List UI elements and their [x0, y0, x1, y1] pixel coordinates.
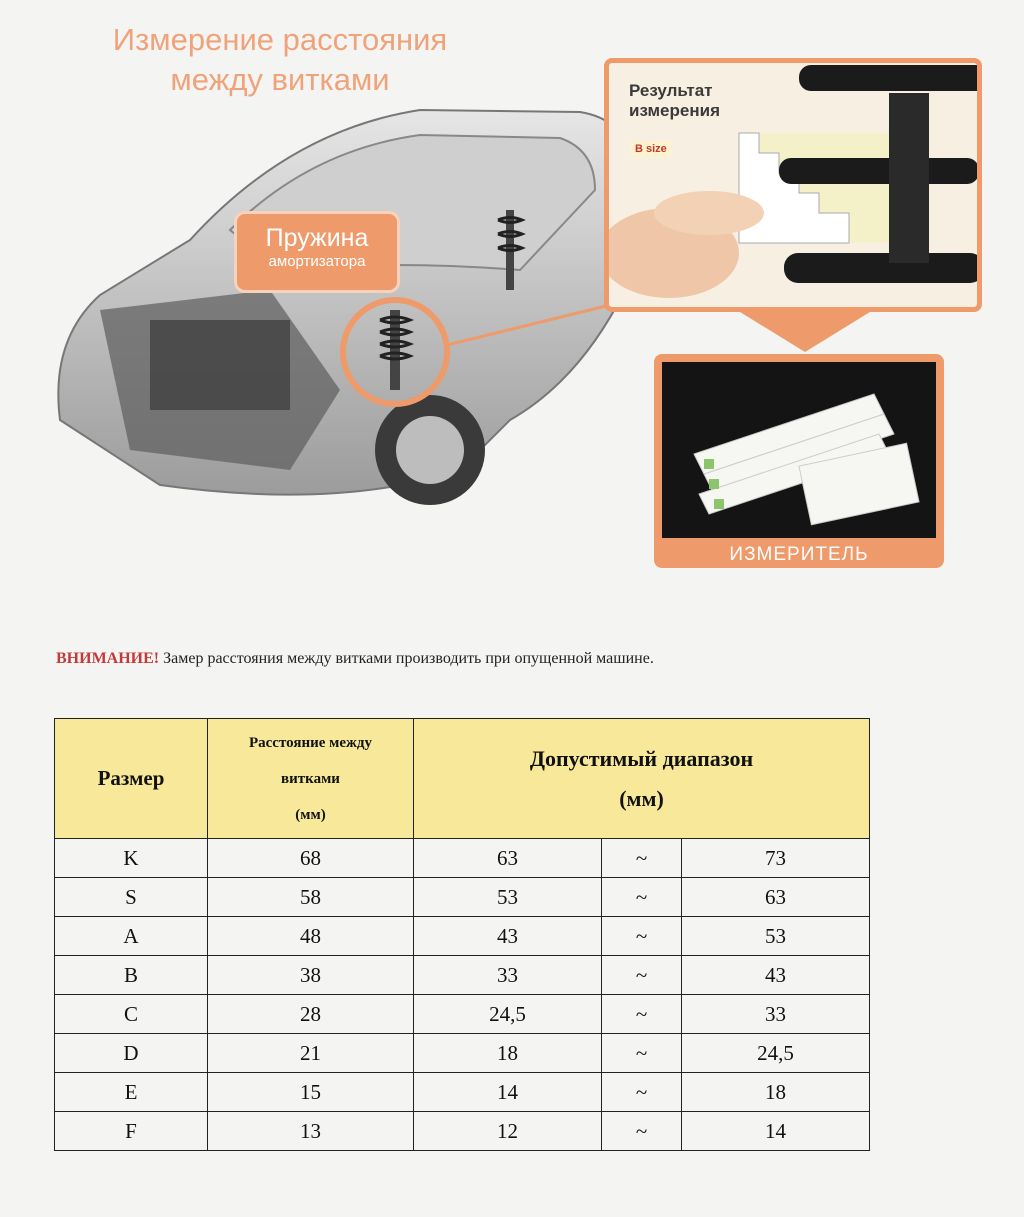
cell-min: 63	[414, 839, 602, 878]
cell-distance: 15	[208, 1073, 414, 1112]
cell-min: 18	[414, 1034, 602, 1073]
cell-max: 14	[682, 1112, 870, 1151]
cell-separator: ~	[602, 878, 682, 917]
page-title	[60, 20, 500, 100]
cell-size: A	[55, 917, 208, 956]
spring-callout-title: Пружина	[265, 224, 369, 252]
header-range-title: Допустимый диапазон	[529, 745, 754, 771]
size-tag: B size	[631, 141, 671, 157]
cell-max: 18	[682, 1073, 870, 1112]
cell-separator: ~	[602, 1034, 682, 1073]
spring-spec-table	[54, 718, 870, 1151]
gauge-graphic	[654, 354, 944, 544]
cell-min: 14	[414, 1073, 602, 1112]
gauge-photo	[654, 354, 944, 568]
cell-distance: 48	[208, 917, 414, 956]
cell-distance: 13	[208, 1112, 414, 1151]
header-distance	[208, 719, 414, 839]
spring-callout-subtitle: амортизатора	[268, 253, 366, 270]
cell-size: S	[55, 878, 208, 917]
warning-note	[56, 650, 654, 668]
cell-separator: ~	[602, 917, 682, 956]
cell-max: 24,5	[682, 1034, 870, 1073]
cell-min: 33	[414, 956, 602, 995]
header-range-unit: (мм)	[619, 785, 664, 811]
cell-max: 53	[682, 917, 870, 956]
header-size: Размер	[55, 719, 208, 839]
cell-separator: ~	[602, 1073, 682, 1112]
header-distance-unit: (мм)	[295, 806, 326, 823]
spring-callout	[237, 214, 397, 290]
cell-min: 12	[414, 1112, 602, 1151]
cell-distance: 21	[208, 1034, 414, 1073]
warning-prefix: ВНИМАНИЕ!	[56, 650, 160, 667]
table-row	[55, 1112, 870, 1151]
table-row	[55, 956, 870, 995]
table-row	[55, 1073, 870, 1112]
cell-distance: 28	[208, 995, 414, 1034]
result-label	[629, 81, 720, 121]
car-illustration	[40, 90, 640, 530]
cell-min: 53	[414, 878, 602, 917]
cell-separator: ~	[602, 995, 682, 1034]
cell-max: 33	[682, 995, 870, 1034]
table-row	[55, 878, 870, 917]
cell-size: F	[55, 1112, 208, 1151]
result-label-line-2: измерения	[629, 101, 720, 120]
cell-size: C	[55, 995, 208, 1034]
cell-max: 43	[682, 956, 870, 995]
cell-separator: ~	[602, 1112, 682, 1151]
cell-min: 24,5	[414, 995, 602, 1034]
warning-text: Замер расстояния между витками производить при опущенной машине.	[163, 650, 654, 667]
cell-size: K	[55, 839, 208, 878]
header-distance-line-1: Расстояние между	[248, 734, 372, 751]
result-label-line-1: Результат	[629, 81, 713, 100]
table-row	[55, 1034, 870, 1073]
cell-size: D	[55, 1034, 208, 1073]
down-arrow-icon	[740, 312, 870, 356]
gauge-label: ИЗМЕРИТЕЛЬ	[729, 544, 869, 565]
cell-min: 43	[414, 917, 602, 956]
cell-distance: 68	[208, 839, 414, 878]
cell-separator: ~	[602, 839, 682, 878]
measurement-result-photo	[604, 58, 982, 312]
title-line-1: Измерение расстояния	[112, 22, 448, 57]
table-row	[55, 917, 870, 956]
table-row	[55, 995, 870, 1034]
table-row	[55, 839, 870, 878]
header-distance-line-2: витками	[281, 770, 340, 787]
cell-max: 63	[682, 878, 870, 917]
header-range	[414, 719, 870, 839]
cell-max: 73	[682, 839, 870, 878]
cell-size: E	[55, 1073, 208, 1112]
cell-size: B	[55, 956, 208, 995]
cell-separator: ~	[602, 956, 682, 995]
title-line-2: между витками	[170, 62, 390, 97]
cell-distance: 58	[208, 878, 414, 917]
cell-distance: 38	[208, 956, 414, 995]
